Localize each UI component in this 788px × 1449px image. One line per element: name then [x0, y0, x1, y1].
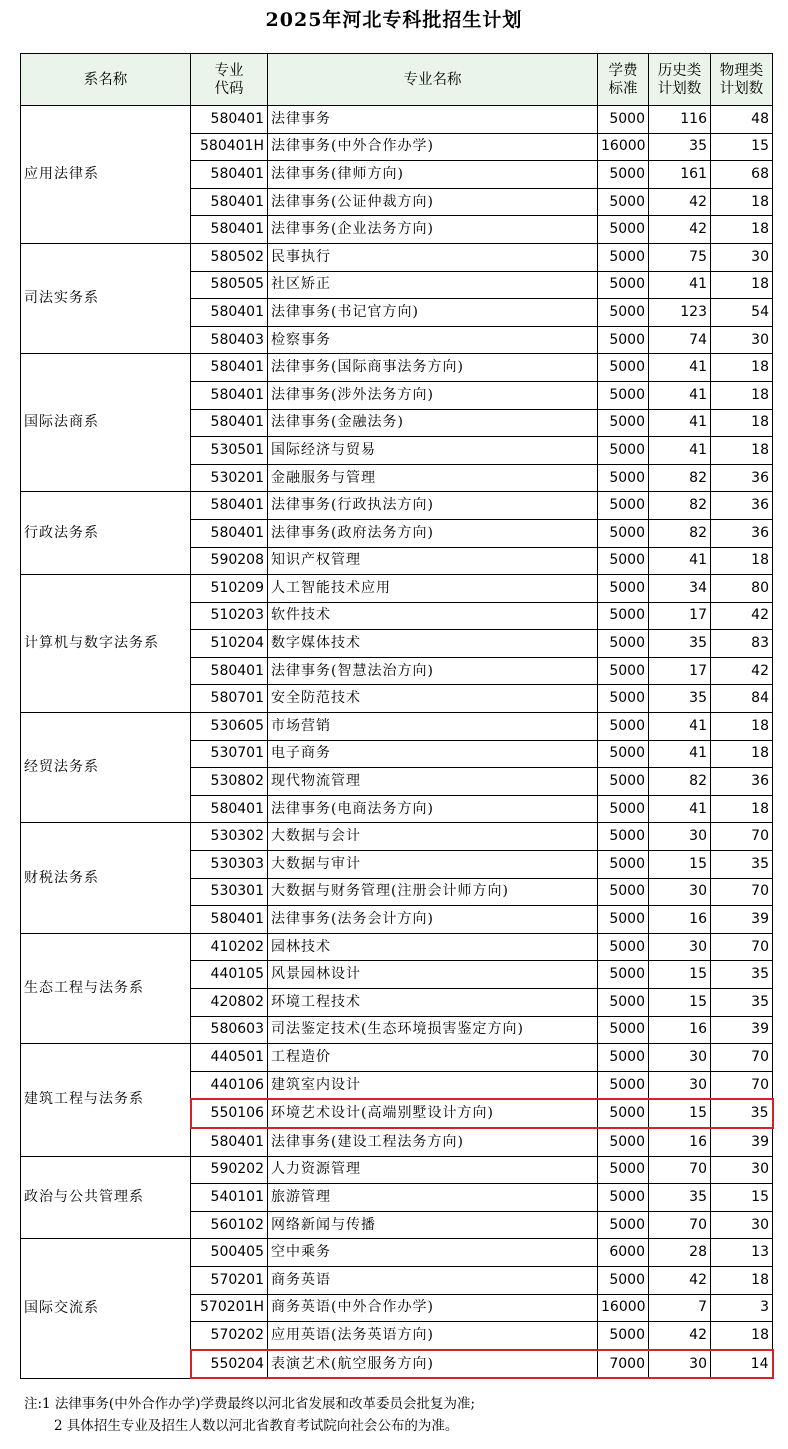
major-name-cell: 风景园林设计 — [268, 961, 598, 989]
major-name-cell: 商务英语(中外合作办学) — [268, 1294, 598, 1322]
physics-plan-cell: 36 — [711, 492, 773, 520]
major-code-cell: 580401 — [191, 106, 268, 134]
tuition-cell: 5000 — [598, 575, 649, 603]
tuition-cell: 5000 — [598, 492, 649, 520]
table-row — [21, 106, 773, 134]
enrollment-plan-table — [20, 53, 774, 1379]
history-plan-cell: 82 — [649, 492, 711, 520]
major-name-cell: 法律事务(建设工程法务方向) — [268, 1128, 598, 1156]
physics-plan-cell: 35 — [711, 989, 773, 1017]
major-name-cell: 金融服务与管理 — [268, 464, 598, 492]
tuition-cell: 5000 — [598, 851, 649, 879]
physics-plan-cell: 18 — [711, 1322, 773, 1350]
major-code-cell: 580502 — [191, 243, 268, 271]
history-plan-cell: 30 — [649, 823, 711, 851]
history-plan-cell: 75 — [649, 243, 711, 271]
tuition-cell: 5000 — [598, 630, 649, 658]
history-plan-cell: 41 — [649, 381, 711, 409]
department-cell: 应用法律系 — [21, 106, 191, 244]
physics-plan-cell: 36 — [711, 519, 773, 547]
major-code-cell: 410202 — [191, 933, 268, 961]
table-row — [21, 823, 773, 851]
major-name-cell: 应用英语(法务英语方向) — [268, 1322, 598, 1350]
tuition-cell: 5000 — [598, 409, 649, 437]
physics-plan-cell: 18 — [711, 740, 773, 768]
physics-plan-cell: 13 — [711, 1239, 773, 1267]
physics-plan-cell: 30 — [711, 326, 773, 354]
physics-plan-cell: 70 — [711, 1071, 773, 1099]
tuition-cell: 5000 — [598, 1184, 649, 1212]
history-plan-cell: 16 — [649, 906, 711, 934]
table-row — [21, 492, 773, 520]
physics-plan-cell: 39 — [711, 906, 773, 934]
major-code-cell: 580401 — [191, 381, 268, 409]
history-plan-cell: 16 — [649, 1128, 711, 1156]
major-name-cell: 法律事务(智慧法治方向) — [268, 657, 598, 685]
major-name-cell: 大数据与会计 — [268, 823, 598, 851]
history-plan-cell: 74 — [649, 326, 711, 354]
major-name-cell: 法律事务(律师方向) — [268, 161, 598, 189]
history-plan-cell: 17 — [649, 657, 711, 685]
tuition-cell: 16000 — [598, 133, 649, 161]
history-plan-cell: 41 — [649, 740, 711, 768]
page-title: 2025年河北专科批招生计划 — [265, 9, 523, 31]
history-plan-cell: 116 — [649, 106, 711, 134]
tuition-cell: 5000 — [598, 381, 649, 409]
physics-plan-cell: 48 — [711, 106, 773, 134]
history-plan-cell: 41 — [649, 547, 711, 575]
physics-plan-cell: 39 — [711, 1016, 773, 1044]
tuition-cell: 5000 — [598, 188, 649, 216]
major-name-cell: 检察事务 — [268, 326, 598, 354]
tuition-cell: 5000 — [598, 823, 649, 851]
header-code — [191, 54, 268, 106]
major-name-cell: 司法鉴定技术(生态环境损害鉴定方向) — [268, 1016, 598, 1044]
major-name-cell: 人力资源管理 — [268, 1156, 598, 1184]
major-name-cell: 工程造价 — [268, 1044, 598, 1072]
major-name-cell: 表演艺术(航空服务方向) — [268, 1350, 598, 1379]
physics-plan-cell: 42 — [711, 657, 773, 685]
major-code-cell: 440106 — [191, 1071, 268, 1099]
history-plan-cell: 41 — [649, 437, 711, 465]
major-code-cell: 530802 — [191, 768, 268, 796]
history-plan-cell: 17 — [649, 602, 711, 630]
table-row — [21, 575, 773, 603]
major-name-cell: 数字媒体技术 — [268, 630, 598, 658]
department-cell: 国际交流系 — [21, 1239, 191, 1378]
history-plan-cell: 30 — [649, 1071, 711, 1099]
tuition-cell: 5000 — [598, 519, 649, 547]
history-plan-cell: 34 — [649, 575, 711, 603]
table-row — [21, 1239, 773, 1267]
physics-plan-cell: 68 — [711, 161, 773, 189]
physics-plan-cell: 18 — [711, 409, 773, 437]
header-phys-line1: 物理类 — [719, 62, 764, 79]
history-plan-cell: 42 — [649, 188, 711, 216]
history-plan-cell: 30 — [649, 933, 711, 961]
tuition-cell: 5000 — [598, 768, 649, 796]
major-code-cell: 420802 — [191, 989, 268, 1017]
major-name-cell: 电子商务 — [268, 740, 598, 768]
physics-plan-cell: 36 — [711, 768, 773, 796]
tuition-cell: 5000 — [598, 713, 649, 741]
major-name-cell: 法律事务(法务会计方向) — [268, 906, 598, 934]
tuition-cell: 5000 — [598, 1156, 649, 1184]
history-plan-cell: 16 — [649, 1016, 711, 1044]
history-plan-cell: 41 — [649, 271, 711, 299]
header-fee — [598, 54, 649, 106]
physics-plan-cell: 18 — [711, 271, 773, 299]
major-name-cell: 旅游管理 — [268, 1184, 598, 1212]
physics-plan-cell: 84 — [711, 685, 773, 713]
department-cell: 司法实务系 — [21, 243, 191, 353]
major-code-cell: 580701 — [191, 685, 268, 713]
major-name-cell: 法律事务(金融法务) — [268, 409, 598, 437]
major-code-cell: 440105 — [191, 961, 268, 989]
major-code-cell: 580401 — [191, 409, 268, 437]
major-code-cell: 580401 — [191, 161, 268, 189]
history-plan-cell: 15 — [649, 961, 711, 989]
history-plan-cell: 161 — [649, 161, 711, 189]
major-name-cell: 网络新闻与传播 — [268, 1211, 598, 1239]
major-name-cell: 安全防范技术 — [268, 685, 598, 713]
major-code-cell: 550106 — [191, 1099, 268, 1128]
department-cell: 经贸法务系 — [21, 713, 191, 823]
major-name-cell: 商务英语 — [268, 1266, 598, 1294]
major-code-cell: 580401 — [191, 354, 268, 382]
tuition-cell: 5000 — [598, 795, 649, 823]
major-name-cell: 环境工程技术 — [268, 989, 598, 1017]
major-code-cell: 510203 — [191, 602, 268, 630]
tuition-cell: 5000 — [598, 878, 649, 906]
tuition-cell: 7000 — [598, 1350, 649, 1379]
physics-plan-cell: 30 — [711, 1156, 773, 1184]
major-name-cell: 法律事务(国际商事法务方向) — [268, 354, 598, 382]
physics-plan-cell: 18 — [711, 1266, 773, 1294]
table-row — [21, 1044, 773, 1072]
history-plan-cell: 30 — [649, 1350, 711, 1379]
table-row — [21, 933, 773, 961]
major-code-cell: 580401 — [191, 657, 268, 685]
major-code-cell: 440501 — [191, 1044, 268, 1072]
physics-plan-cell: 70 — [711, 933, 773, 961]
header-fee-line1: 学费 — [608, 62, 638, 79]
header-dept-label: 系名称 — [83, 71, 128, 88]
history-plan-cell: 7 — [649, 1294, 711, 1322]
history-plan-cell: 41 — [649, 409, 711, 437]
major-name-cell: 法律事务(涉外法务方向) — [268, 381, 598, 409]
history-plan-cell: 41 — [649, 713, 711, 741]
table-body — [21, 106, 773, 1379]
physics-plan-cell: 18 — [711, 381, 773, 409]
major-name-cell: 国际经济与贸易 — [268, 437, 598, 465]
tuition-cell: 5000 — [598, 547, 649, 575]
physics-plan-cell: 70 — [711, 878, 773, 906]
major-code-cell: 570201 — [191, 1266, 268, 1294]
table-row — [21, 1156, 773, 1184]
history-plan-cell: 15 — [649, 989, 711, 1017]
major-name-cell: 市场营销 — [268, 713, 598, 741]
history-plan-cell: 15 — [649, 1099, 711, 1128]
physics-plan-cell: 18 — [711, 713, 773, 741]
major-name-cell: 法律事务(书记官方向) — [268, 299, 598, 327]
tuition-cell: 5000 — [598, 1071, 649, 1099]
physics-plan-cell: 70 — [711, 823, 773, 851]
tuition-cell: 5000 — [598, 1044, 649, 1072]
history-plan-cell: 28 — [649, 1239, 711, 1267]
tuition-cell: 5000 — [598, 657, 649, 685]
physics-plan-cell: 54 — [711, 299, 773, 327]
tuition-cell: 5000 — [598, 437, 649, 465]
footnote-1: 注:1 法律事务(中外合作办学)学费最终以河北省发展和改革委员会批复为准; — [24, 1396, 476, 1412]
table-header-row — [21, 54, 773, 106]
department-cell: 行政法务系 — [21, 492, 191, 575]
major-name-cell: 知识产权管理 — [268, 547, 598, 575]
major-name-cell: 大数据与财务管理(注册会计师方向) — [268, 878, 598, 906]
physics-plan-cell: 35 — [711, 961, 773, 989]
major-name-cell: 社区矫正 — [268, 271, 598, 299]
major-code-cell: 580401 — [191, 519, 268, 547]
physics-plan-cell: 35 — [711, 1099, 773, 1128]
history-plan-cell: 70 — [649, 1211, 711, 1239]
header-dept — [21, 54, 191, 106]
header-code-line1: 专业 — [214, 62, 244, 79]
major-code-cell: 580505 — [191, 271, 268, 299]
history-plan-cell: 41 — [649, 354, 711, 382]
history-plan-cell: 42 — [649, 1266, 711, 1294]
major-name-cell: 法律事务(公证仲裁方向) — [268, 188, 598, 216]
major-name-cell: 建筑室内设计 — [268, 1071, 598, 1099]
physics-plan-cell: 83 — [711, 630, 773, 658]
major-name-cell: 法律事务(电商法务方向) — [268, 795, 598, 823]
major-code-cell: 580401 — [191, 492, 268, 520]
major-code-cell: 540101 — [191, 1184, 268, 1212]
tuition-cell: 5000 — [598, 1016, 649, 1044]
physics-plan-cell: 18 — [711, 216, 773, 244]
history-plan-cell: 35 — [649, 685, 711, 713]
physics-plan-cell: 18 — [711, 437, 773, 465]
physics-plan-cell: 36 — [711, 464, 773, 492]
tuition-cell: 5000 — [598, 1099, 649, 1128]
tuition-cell: 5000 — [598, 1266, 649, 1294]
major-name-cell: 软件技术 — [268, 602, 598, 630]
tuition-cell: 6000 — [598, 1239, 649, 1267]
tuition-cell: 5000 — [598, 961, 649, 989]
major-code-cell: 530201 — [191, 464, 268, 492]
history-plan-cell: 123 — [649, 299, 711, 327]
physics-plan-cell: 14 — [711, 1350, 773, 1379]
history-plan-cell: 30 — [649, 878, 711, 906]
header-fee-line2: 标准 — [608, 80, 638, 97]
tuition-cell: 5000 — [598, 933, 649, 961]
history-plan-cell: 35 — [649, 133, 711, 161]
major-code-cell: 510204 — [191, 630, 268, 658]
department-cell: 财税法务系 — [21, 823, 191, 933]
physics-plan-cell: 3 — [711, 1294, 773, 1322]
major-code-cell: 530605 — [191, 713, 268, 741]
table-row — [21, 713, 773, 741]
major-name-cell: 法律事务(中外合作办学) — [268, 133, 598, 161]
tuition-cell: 5000 — [598, 1322, 649, 1350]
header-name — [268, 54, 598, 106]
major-code-cell: 580401 — [191, 188, 268, 216]
major-code-cell: 500405 — [191, 1239, 268, 1267]
tuition-cell: 5000 — [598, 989, 649, 1017]
major-name-cell: 环境艺术设计(高端别墅设计方向) — [268, 1099, 598, 1128]
physics-plan-cell: 30 — [711, 243, 773, 271]
major-code-cell: 530303 — [191, 851, 268, 879]
physics-plan-cell: 35 — [711, 851, 773, 879]
header-phys — [711, 54, 773, 106]
department-cell: 建筑工程与法务系 — [21, 1044, 191, 1156]
footnotes — [24, 1393, 475, 1437]
history-plan-cell: 42 — [649, 1322, 711, 1350]
header-phys-line2: 计划数 — [719, 80, 764, 97]
tuition-cell: 5000 — [598, 326, 649, 354]
major-name-cell: 现代物流管理 — [268, 768, 598, 796]
history-plan-cell: 30 — [649, 1044, 711, 1072]
major-code-cell: 590208 — [191, 547, 268, 575]
major-code-cell: 580401 — [191, 906, 268, 934]
physics-plan-cell: 30 — [711, 1211, 773, 1239]
tuition-cell: 5000 — [598, 685, 649, 713]
major-code-cell: 580401 — [191, 795, 268, 823]
history-plan-cell: 42 — [649, 216, 711, 244]
major-code-cell: 580403 — [191, 326, 268, 354]
table-row — [21, 354, 773, 382]
major-code-cell: 570202 — [191, 1322, 268, 1350]
header-hist-line1: 历史类 — [657, 62, 702, 79]
tuition-cell: 5000 — [598, 740, 649, 768]
physics-plan-cell: 15 — [711, 1184, 773, 1212]
major-code-cell: 580401H — [191, 133, 268, 161]
department-cell: 国际法商系 — [21, 354, 191, 492]
tuition-cell: 5000 — [598, 1211, 649, 1239]
footnote-2: 2 具体招生专业及招生人数以河北省教育考试院向社会公布的为准。 — [54, 1418, 459, 1434]
physics-plan-cell: 39 — [711, 1128, 773, 1156]
physics-plan-cell: 42 — [711, 602, 773, 630]
major-name-cell: 法律事务(行政执法方向) — [268, 492, 598, 520]
major-code-cell: 550204 — [191, 1350, 268, 1379]
tuition-cell: 5000 — [598, 106, 649, 134]
header-hist — [649, 54, 711, 106]
major-code-cell: 580401 — [191, 1128, 268, 1156]
table-row — [21, 243, 773, 271]
physics-plan-cell: 80 — [711, 575, 773, 603]
tuition-cell: 5000 — [598, 906, 649, 934]
tuition-cell: 5000 — [598, 299, 649, 327]
department-cell: 计算机与数字法务系 — [21, 575, 191, 713]
history-plan-cell: 70 — [649, 1156, 711, 1184]
tuition-cell: 5000 — [598, 602, 649, 630]
history-plan-cell: 35 — [649, 1184, 711, 1212]
department-cell: 生态工程与法务系 — [21, 933, 191, 1043]
major-code-cell: 580401 — [191, 216, 268, 244]
major-code-cell: 510209 — [191, 575, 268, 603]
header-code-line2: 代码 — [214, 80, 244, 97]
physics-plan-cell: 18 — [711, 354, 773, 382]
major-code-cell: 530301 — [191, 878, 268, 906]
major-code-cell: 530302 — [191, 823, 268, 851]
header-name-label: 专业名称 — [403, 71, 462, 88]
major-code-cell: 570201H — [191, 1294, 268, 1322]
major-name-cell: 法律事务(政府法务方向) — [268, 519, 598, 547]
major-name-cell: 人工智能技术应用 — [268, 575, 598, 603]
tuition-cell: 5000 — [598, 1128, 649, 1156]
tuition-cell: 5000 — [598, 354, 649, 382]
major-name-cell: 法律事务 — [268, 106, 598, 134]
physics-plan-cell: 18 — [711, 547, 773, 575]
physics-plan-cell: 70 — [711, 1044, 773, 1072]
tuition-cell: 5000 — [598, 271, 649, 299]
major-name-cell: 园林技术 — [268, 933, 598, 961]
major-name-cell: 大数据与审计 — [268, 851, 598, 879]
physics-plan-cell: 18 — [711, 188, 773, 216]
tuition-cell: 5000 — [598, 216, 649, 244]
major-code-cell: 580401 — [191, 299, 268, 327]
major-code-cell: 580603 — [191, 1016, 268, 1044]
major-name-cell: 空中乘务 — [268, 1239, 598, 1267]
major-code-cell: 530701 — [191, 740, 268, 768]
major-code-cell: 560102 — [191, 1211, 268, 1239]
history-plan-cell: 82 — [649, 519, 711, 547]
major-name-cell: 民事执行 — [268, 243, 598, 271]
department-cell: 政治与公共管理系 — [21, 1156, 191, 1239]
tuition-cell: 5000 — [598, 243, 649, 271]
header-hist-line2: 计划数 — [657, 80, 702, 97]
tuition-cell: 5000 — [598, 464, 649, 492]
physics-plan-cell: 18 — [711, 795, 773, 823]
physics-plan-cell: 15 — [711, 133, 773, 161]
major-name-cell: 法律事务(企业法务方向) — [268, 216, 598, 244]
major-code-cell: 530501 — [191, 437, 268, 465]
major-code-cell: 590202 — [191, 1156, 268, 1184]
tuition-cell: 16000 — [598, 1294, 649, 1322]
history-plan-cell: 41 — [649, 795, 711, 823]
history-plan-cell: 15 — [649, 851, 711, 879]
history-plan-cell: 35 — [649, 630, 711, 658]
history-plan-cell: 82 — [649, 768, 711, 796]
history-plan-cell: 82 — [649, 464, 711, 492]
tuition-cell: 5000 — [598, 161, 649, 189]
